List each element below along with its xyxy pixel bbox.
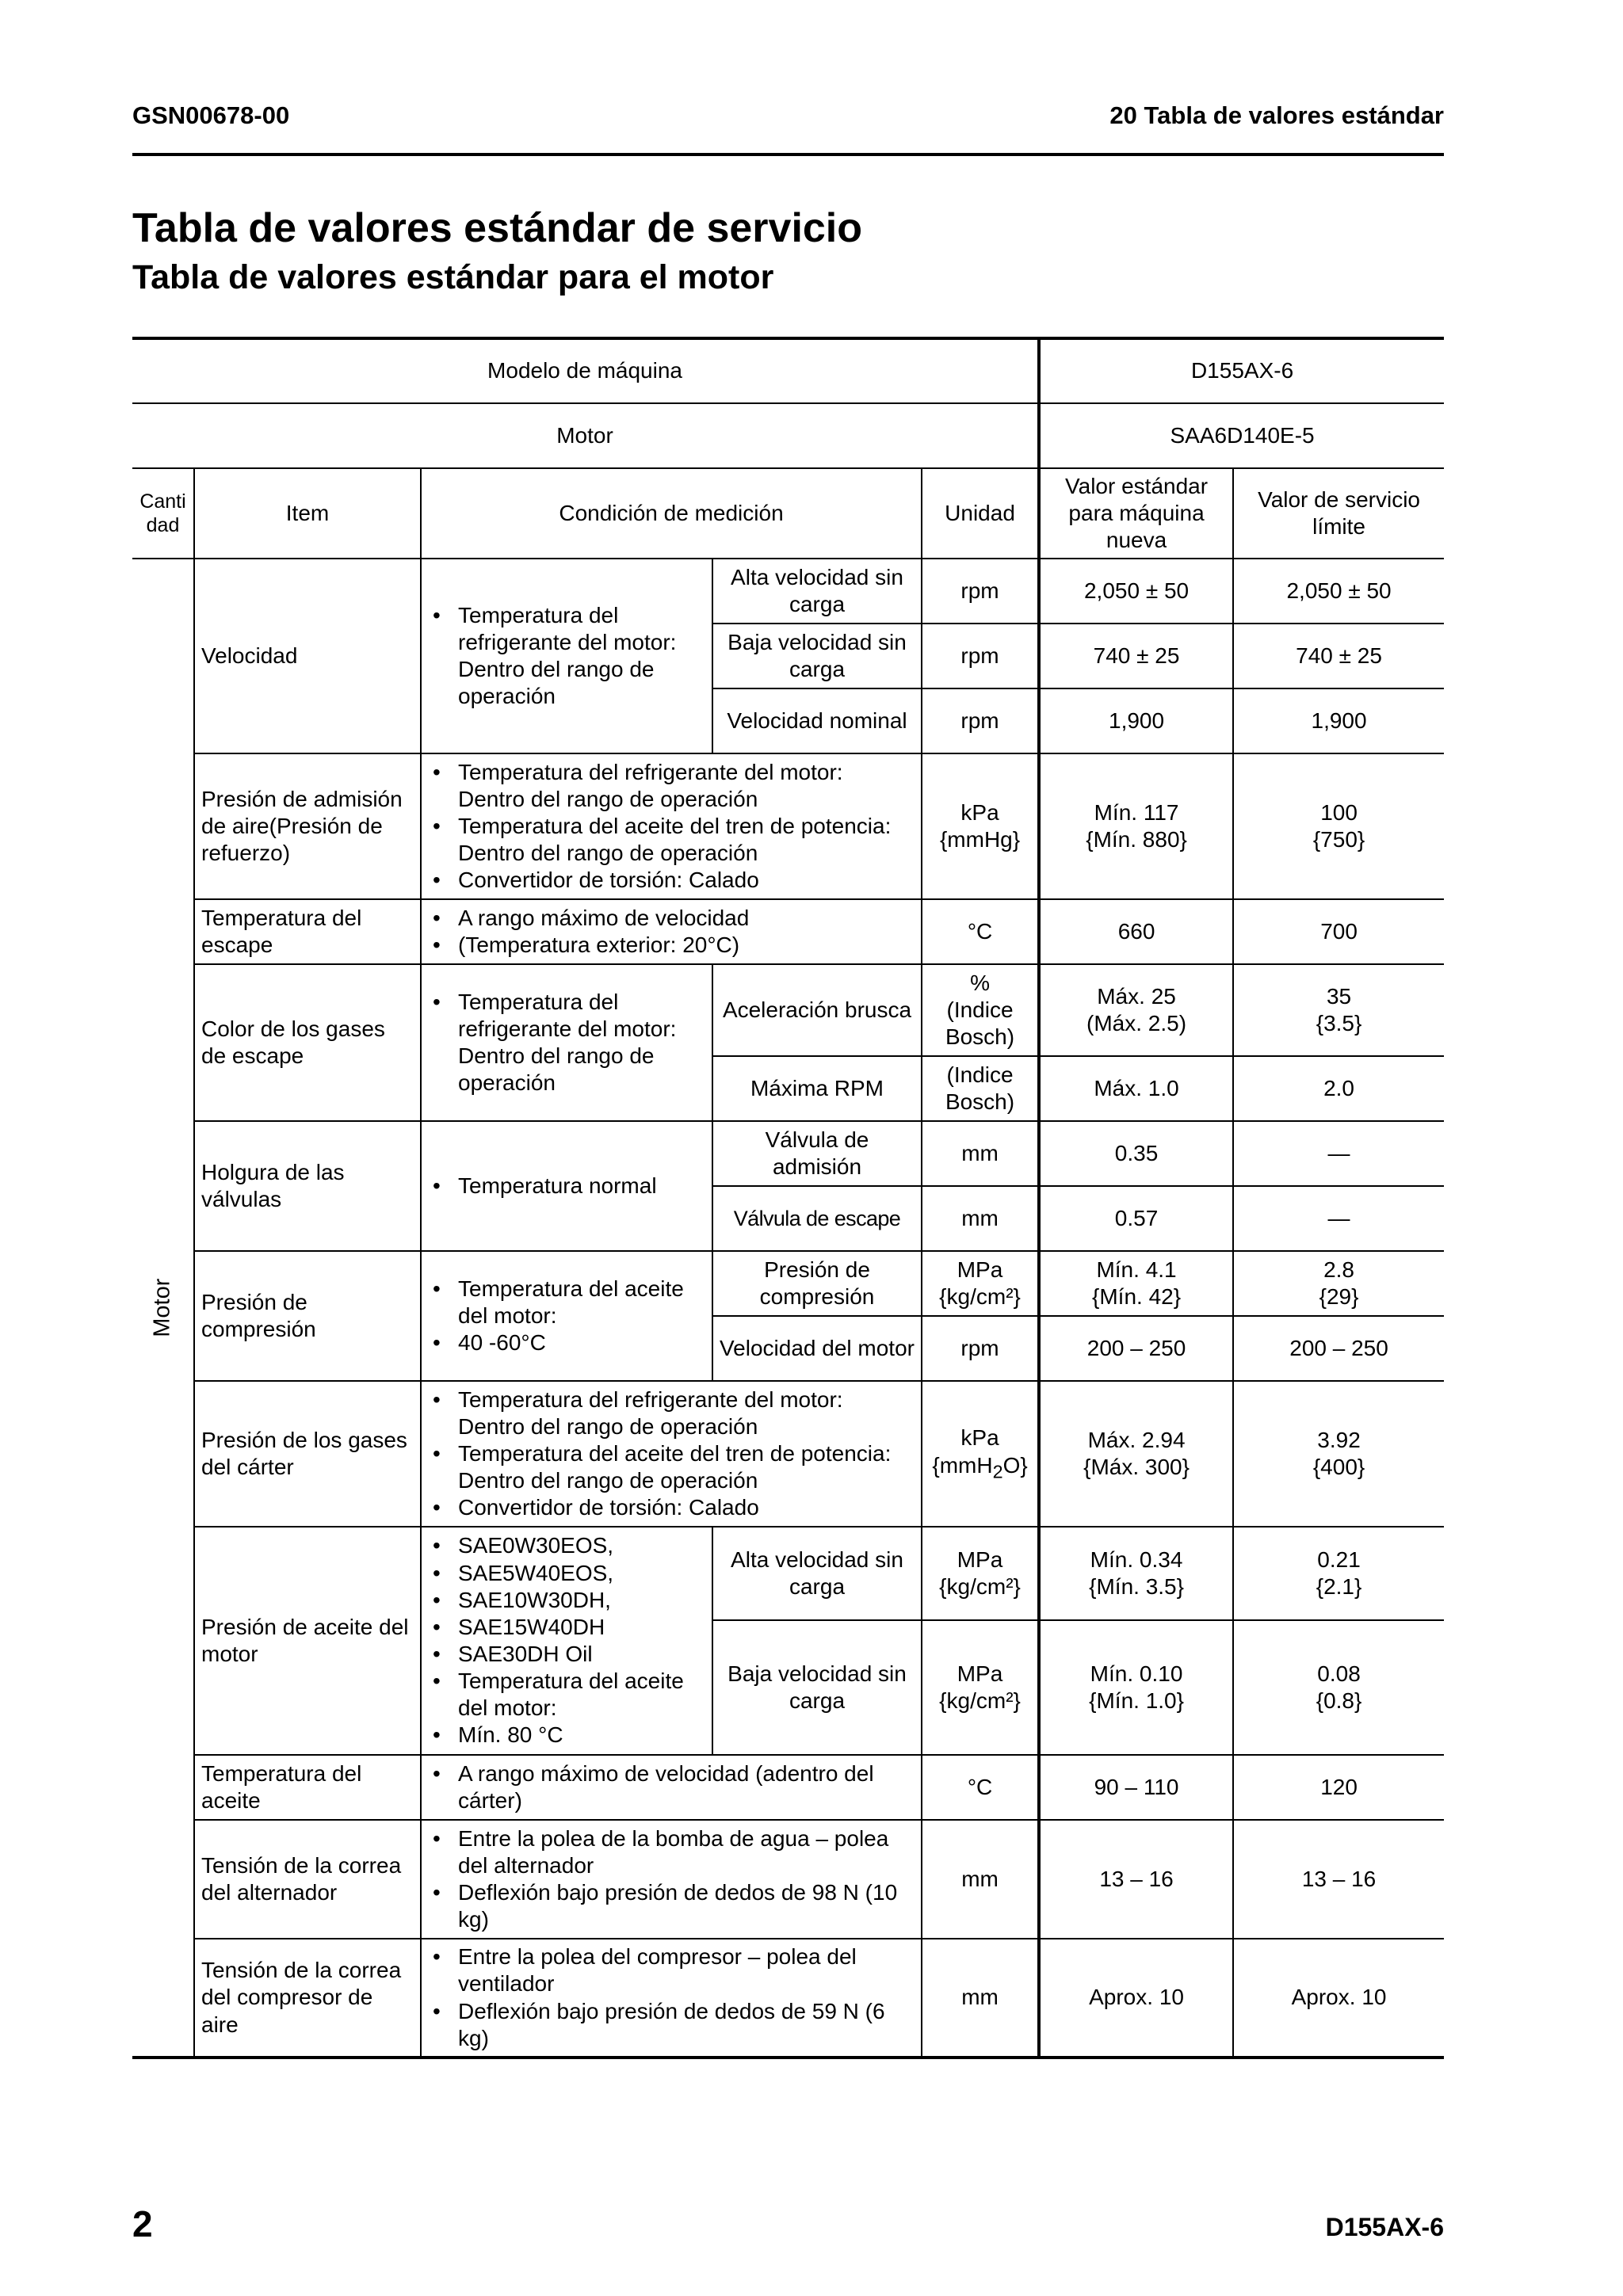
cond-presion-compresion: • Temperatura del aceite del motor: • 40 -60°C	[421, 1251, 712, 1381]
cond-temperatura-escape: • A rango máximo de velocidad • (Temperatura exterior: 20°C)	[421, 899, 922, 964]
limit-value: 35 {3.5}	[1233, 964, 1444, 1056]
unit: °C	[922, 1755, 1039, 1820]
sub-condition: Máxima RPM	[712, 1056, 922, 1121]
limit-value: 740 ± 25	[1233, 624, 1444, 688]
table-row	[132, 1755, 1444, 1820]
sub-condition: Velocidad del motor	[712, 1316, 922, 1381]
unit: mm	[922, 1939, 1039, 2058]
limit-value: 3.92 {400}	[1233, 1381, 1444, 1527]
unit: kPa {mmH$_2$O}	[922, 1381, 1039, 1527]
limit-value: 0.08 {0.8}	[1233, 1620, 1444, 1755]
cond-correa-alternador: • Entre la polea de la bomba de agua – polea del alternador • Deflexión bajo presión de dedos de 98 N (10 kg)	[421, 1820, 922, 1939]
sub-condition: Baja velocidad sin carga	[712, 1620, 922, 1755]
col-condicion: Condición de medición	[421, 468, 922, 559]
std-value: Máx. 25 (Máx. 2.5)	[1039, 964, 1233, 1056]
limit-value: 1,900	[1233, 688, 1444, 753]
col-valor-estandar: Valor estándar para máquina nueva	[1039, 468, 1233, 559]
group-label-motor: Motor	[132, 559, 194, 2058]
std-value: Mín. 0.34 {Mín. 3.5}	[1039, 1527, 1233, 1620]
limit-value: 2,050 ± 50	[1233, 559, 1444, 624]
limit-value: —	[1233, 1121, 1444, 1186]
standard-values-table	[132, 337, 1444, 2059]
sub-condition: Baja velocidad sin carga	[712, 624, 922, 688]
item-color-gases: Color de los gases de escape	[194, 964, 421, 1121]
unit: °C	[922, 899, 1039, 964]
cond-holgura-valvulas: • Temperatura normal	[421, 1121, 712, 1251]
table-row	[132, 1939, 1444, 2058]
std-value: Máx. 1.0	[1039, 1056, 1233, 1121]
col-cantidad: Canti dad	[132, 468, 194, 559]
std-value: Mín. 4.1 {Mín. 42}	[1039, 1251, 1233, 1316]
unit: % (Indice Bosch)	[922, 964, 1039, 1056]
sub-condition: Aceleración brusca	[712, 964, 922, 1056]
engine-row	[132, 403, 1444, 468]
limit-value: —	[1233, 1186, 1444, 1251]
std-value: 1,900	[1039, 688, 1233, 753]
engine-value: SAA6D140E-5	[1039, 403, 1444, 468]
unit: MPa {kg/cm²}	[922, 1251, 1039, 1316]
cond-presion-aceite: • SAE0W30EOS, • SAE5W40EOS, • SAE10W30DH, • SAE15W40DH • SAE30DH Oil • Temperatura del aceite del motor: • Mín. 80 °C	[421, 1527, 712, 1755]
col-valor-limite: Valor de servicio límite	[1233, 468, 1444, 559]
item-presion-compresion: Presión de compresión	[194, 1251, 421, 1381]
unit: rpm	[922, 1316, 1039, 1381]
cond-presion-admision: • Temperatura del refrigerante del motor: Dentro del rango de operación • Temperatura del aceite del tren de potencia: Dentro del rango de operación • Convertidor de torsión: Calado	[421, 753, 922, 899]
table-row	[132, 1121, 1444, 1186]
unit: mm	[922, 1121, 1039, 1186]
sub-condition: Válvula de admisión	[712, 1121, 922, 1186]
page-number: 2	[132, 2203, 153, 2245]
unit: MPa {kg/cm²}	[922, 1527, 1039, 1620]
table-row	[132, 964, 1444, 1056]
col-item: Item	[194, 468, 421, 559]
item-temperatura-escape: Temperatura del escape	[194, 899, 421, 964]
page-title: Tabla de valores estándar de servicio	[132, 205, 863, 251]
item-presion-admision: Presión de admisión de aire(Presión de refuerzo)	[194, 753, 421, 899]
item-correa-compresor: Tensión de la correa del compresor de aire	[194, 1939, 421, 2058]
limit-value: 100 {750}	[1233, 753, 1444, 899]
std-value: 90 – 110	[1039, 1755, 1233, 1820]
table-row	[132, 1820, 1444, 1939]
sub-condition: Velocidad nominal	[712, 688, 922, 753]
model-row	[132, 338, 1444, 403]
unit: rpm	[922, 559, 1039, 624]
std-value: 660	[1039, 899, 1233, 964]
header-rule	[132, 153, 1444, 156]
limit-value: 0.21 {2.1}	[1233, 1527, 1444, 1620]
limit-value: Aprox. 10	[1233, 1939, 1444, 2058]
table-row	[132, 1527, 1444, 1620]
table-row	[132, 1251, 1444, 1316]
model-label: Modelo de máquina	[132, 338, 1039, 403]
sub-condition: Válvula de escape	[712, 1186, 922, 1251]
limit-value: 2.0	[1233, 1056, 1444, 1121]
limit-value: 2.8 {29}	[1233, 1251, 1444, 1316]
item-velocidad: Velocidad	[194, 559, 421, 753]
std-value: 0.35	[1039, 1121, 1233, 1186]
cond-temperatura-aceite: • A rango máximo de velocidad (adentro del cárter)	[421, 1755, 922, 1820]
unit: mm	[922, 1820, 1039, 1939]
unit: rpm	[922, 624, 1039, 688]
sub-condition: Alta velocidad sin carga	[712, 1527, 922, 1620]
std-value: Máx. 2.94 {Máx. 300}	[1039, 1381, 1233, 1527]
unit: mm	[922, 1186, 1039, 1251]
std-value: Mín. 117 {Mín. 880}	[1039, 753, 1233, 899]
limit-value: 13 – 16	[1233, 1820, 1444, 1939]
model-value: D155AX-6	[1039, 338, 1444, 403]
std-value: Aprox. 10	[1039, 1939, 1233, 2058]
item-temperatura-aceite: Temperatura del aceite	[194, 1755, 421, 1820]
table-row	[132, 1381, 1444, 1527]
limit-value: 700	[1233, 899, 1444, 964]
std-value: 200 – 250	[1039, 1316, 1233, 1381]
table-row	[132, 899, 1444, 964]
unit: MPa {kg/cm²}	[922, 1620, 1039, 1755]
cond-presion-carter: • Temperatura del refrigerante del motor: Dentro del rango de operación • Temperatura del aceite del tren de potencia: Dentro del rango de operación • Convertidor de torsión: Calado	[421, 1381, 922, 1527]
std-value: 0.57	[1039, 1186, 1233, 1251]
sub-condition: Alta velocidad sin carga	[712, 559, 922, 624]
item-presion-carter: Presión de los gases del cárter	[194, 1381, 421, 1527]
cond-velocidad: • Temperatura del refrigerante del motor: Dentro del rango de operación	[421, 559, 712, 753]
col-unidad: Unidad	[922, 468, 1039, 559]
sub-condition: Presión de compresión	[712, 1251, 922, 1316]
limit-value: 120	[1233, 1755, 1444, 1820]
item-correa-alternador: Tensión de la correa del alternador	[194, 1820, 421, 1939]
std-value: Mín. 0.10 {Mín. 1.0}	[1039, 1620, 1233, 1755]
table-row	[132, 753, 1444, 899]
table-row	[132, 559, 1444, 624]
unit: rpm	[922, 688, 1039, 753]
item-holgura-valvulas: Holgura de las válvulas	[194, 1121, 421, 1251]
unit: (Indice Bosch)	[922, 1056, 1039, 1121]
limit-value: 200 – 250	[1233, 1316, 1444, 1381]
engine-label: Motor	[132, 403, 1039, 468]
page-subtitle: Tabla de valores estándar para el motor	[132, 258, 774, 296]
item-presion-aceite: Presión de aceite del motor	[194, 1527, 421, 1755]
std-value: 13 – 16	[1039, 1820, 1233, 1939]
std-value: 2,050 ± 50	[1039, 559, 1233, 624]
column-header-row	[132, 468, 1444, 559]
cond-color-gases: • Temperatura del refrigerante del motor: Dentro del rango de operación	[421, 964, 712, 1121]
std-value: 740 ± 25	[1039, 624, 1233, 688]
footer-model: D155AX-6	[1325, 2213, 1444, 2241]
unit: kPa {mmHg}	[922, 753, 1039, 899]
section-title: 20 Tabla de valores estándar	[1109, 101, 1444, 129]
cond-correa-compresor: • Entre la polea del compresor – polea del ventilador • Deflexión bajo presión de dedos de 59 N (6 kg)	[421, 1939, 922, 2058]
doc-code: GSN00678-00	[132, 101, 290, 129]
